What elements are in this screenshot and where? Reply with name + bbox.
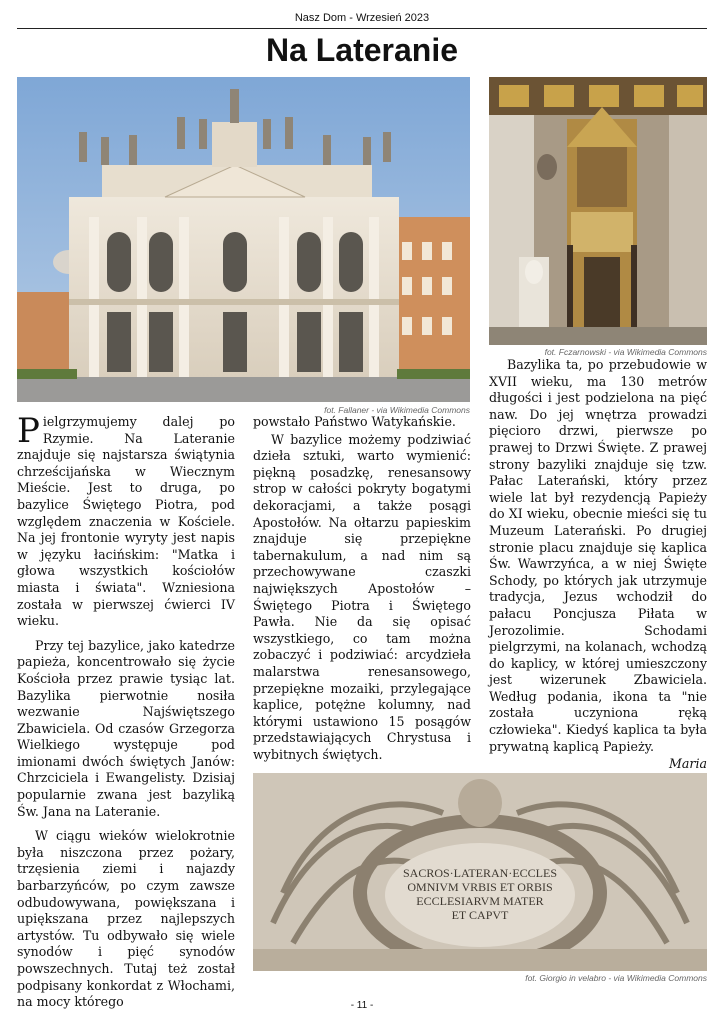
header-rule [17, 28, 707, 29]
basilica-interior-photo [489, 77, 707, 345]
inscription-relief-photo [253, 773, 707, 971]
paragraph: W ciągu wieków wielokrotnie była niszczona przez pożary, trzęsienia ziemi i najazdy barbarzyńców, po czym zawsze odbudowywana, powiększana i upiększana przez najlepszych artystów. Tu odbywało się wiele synodów i pięć synodów powszechnych. Tutaj też został podpisany konkordat z Włochami, na mocy którego [17, 828, 235, 1010]
paragraph: Przy tej bazylice, jako katedrze papieża, koncentrowało się życie Kościoła przez prawie tysiąc lat. Bazylika pierwotnie nosiła wezwanie Najświętszego Zbawiciela. Od czasów Grzegorza Wielkiego występuje pod imionami dwóch świętych Janów: Chrzciciela i Ewangelisty. Dzisiaj popularnie zwana jest bazyliką Św. Jana na Lateranie. [17, 637, 235, 819]
paragraph: W bazylice możemy podziwiać dzieła sztuki, warto wymienić: piękną posadzkę, renesansowy strop w całości pokryty bogatymi dekoracjami, a także posągi Apostołów. Na ołtarzu papieskim znajduje się przepiękne tabernakulum, a nad nim są przechowywane czaszki największych Apostołów – Świętego Piotra i Świętego Pawła. Nie da się opisać wszystkiego, co tam można zobaczyć i podziwiać: arcydzieła malarstwa renesansowego, przepiękne mozaiki, przylegające kaplice, potężne kolumny, nad którymi ustawiono 15 posągów przedstawiających Chrystusa i wybitnych świętych. [253, 431, 471, 762]
magazine-header: Nasz Dom - Wrzesień 2023 [294, 12, 430, 24]
author-signature: Maria [669, 756, 707, 772]
page-number: - 11 - [350, 1000, 374, 1011]
facade-photo-caption: fot. Fallaner - via Wikimedia Commons [324, 405, 470, 415]
article-column-3 [489, 357, 707, 773]
relief-inscription: SACROS·LATERAN·ECCLES OMNIVM VRBIS ET ORBIS ECCLESIARVM MATER ET CAPVT [402, 866, 557, 922]
paragraph: Bazylika ta, po przebudowie w XVII wieku, ma 130 metrów długości i jest podzielona na pięć naw. Do jej wnętrza prowadzi pięcioro drzwi, pierwsze po prawej to Drzwi Święte. Z prawej strony bazyliki znajduje się tzw. Pałac Laterański, który przez wiele lat był rezydencją Papieży do XI wieku, obecnie mieści się tu Muzeum Laterański. Po drugiej stronie placu znajduje się kaplica Św. Wawrzyńca, a w niej Święte Schody, po których jak utrzymuje tradycja, Jezus wchodził do pałacu Poncjusza Piłata w Jerozolimie. Schodami pielgrzymi, na kolanach, wchodzą do kaplicy, w której umieszczony jest wizerunek Zbawiciela. Według podania, ikona ta "nie została uczyniona ręką człowieka". Kiedyś kaplica ta była prywatną kaplicą Papieży. [489, 357, 707, 754]
page-title: Na Lateranie [265, 32, 459, 68]
interior-photo-caption: fot. Fczarnowski - via Wikimedia Commons [544, 347, 707, 357]
relief-photo-caption: fot. Giorgio in velabro - via Wikimedia Commons [525, 973, 707, 983]
drop-cap: P [17, 411, 40, 451]
basilica-facade-photo [17, 77, 470, 402]
article-column-2 [253, 414, 471, 763]
paragraph: Pielgrzymujemy dalej po Rzymie. Na Lateranie znajduje się najstarsza świątynia chrześcijańska w Wiecznym Mieście. Jest to druga, po bazylice Świętego Piotra, pod względem znaczenia w Kościele. Na jej frontonie wyryty jest napis w języku łacińskim: "Matka i głowa wszystkich kościołów miasta i świata". Wzniesiona została w pierwszej ćwierci IV wieku. [17, 411, 235, 629]
article-column-1 [17, 411, 235, 1011]
paragraph: powstało Państwo Watykańskie. [253, 414, 456, 429]
